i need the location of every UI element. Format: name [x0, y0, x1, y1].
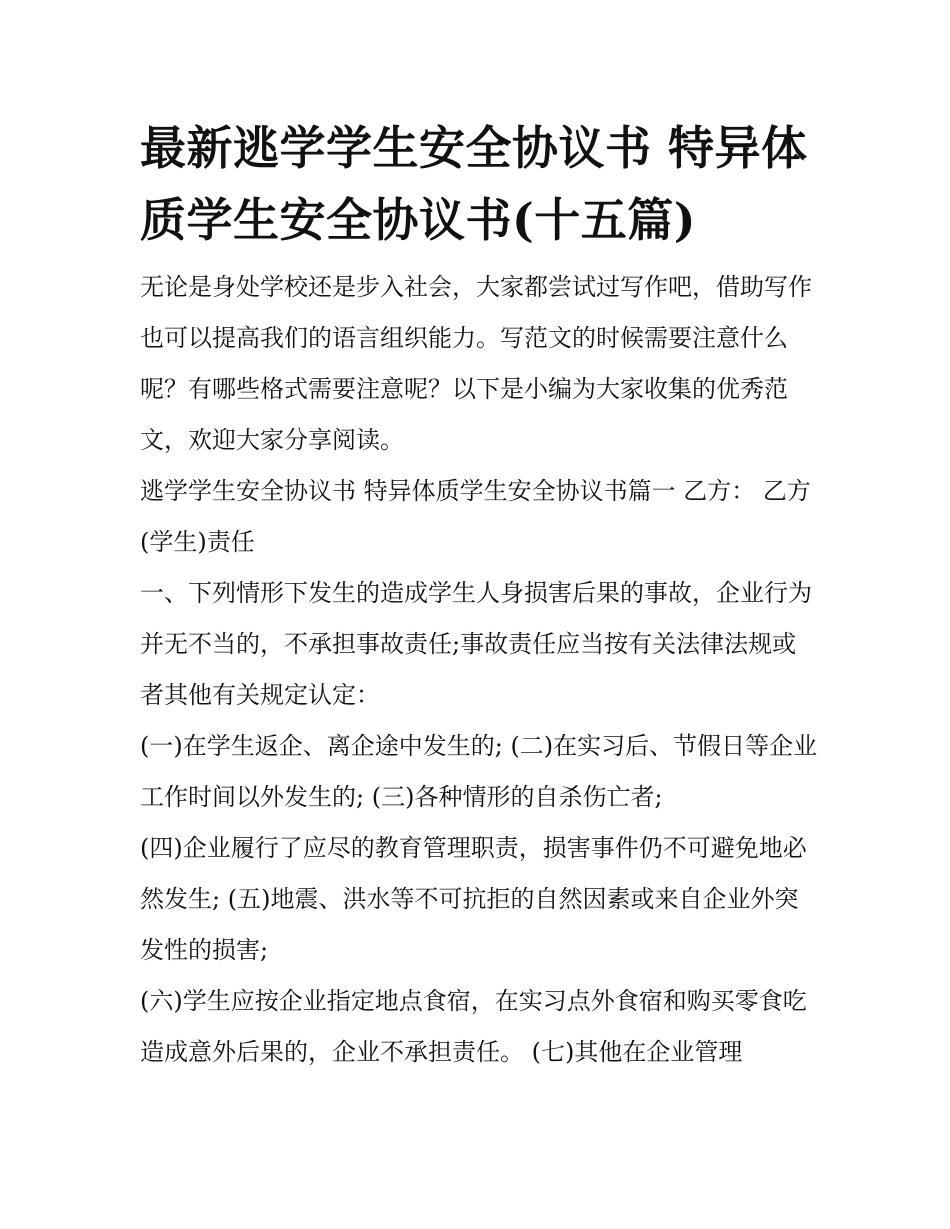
- section-heading-paragraph: 逃学学生安全协议书 特异体质学生安全协议书篇一 乙方： 乙方(学生)责任: [140, 477, 811, 556]
- clause-paragraph: 一、下列情形下发生的造成学生人身损害后果的事故，企业行为并无不当的，不承担事故责任;事故责任应当按有关法律法规或者其他有关规定认定：: [140, 579, 812, 709]
- clause-items-paragraph: (一)在学生返企、离企途中发生的; (二)在实习后、节假日等企业工作时间以外发生的; (三)各种情形的自杀伤亡者;: [140, 732, 818, 811]
- document-body: [140, 112, 820, 1078]
- clause-items-paragraph: (四)企业履行了应尽的教育管理职责，损害事件仍不可避免地必然发生; (五)地震、洪水等不可抗拒的自然因素或来自企业外突发性的损害;: [140, 834, 807, 964]
- clause-items-paragraph: (六)学生应按企业指定地点食宿，在实习点外食宿和购买零食吃造成意外后果的，企业不承担责任。 (七)其他在企业管理: [140, 987, 807, 1066]
- document-title: 最新逃学学生安全协议书 特异体质学生安全协议书(十五篇): [140, 121, 808, 247]
- intro-paragraph: 无论是身处学校还是步入社会，大家都尝试过写作吧，借助写作也可以提高我们的语言组织能力。写范文的时候需要注意什么呢？有哪些格式需要注意呢？以下是小编为大家收集的优秀范文，欢迎大家分享阅读。: [140, 273, 812, 454]
